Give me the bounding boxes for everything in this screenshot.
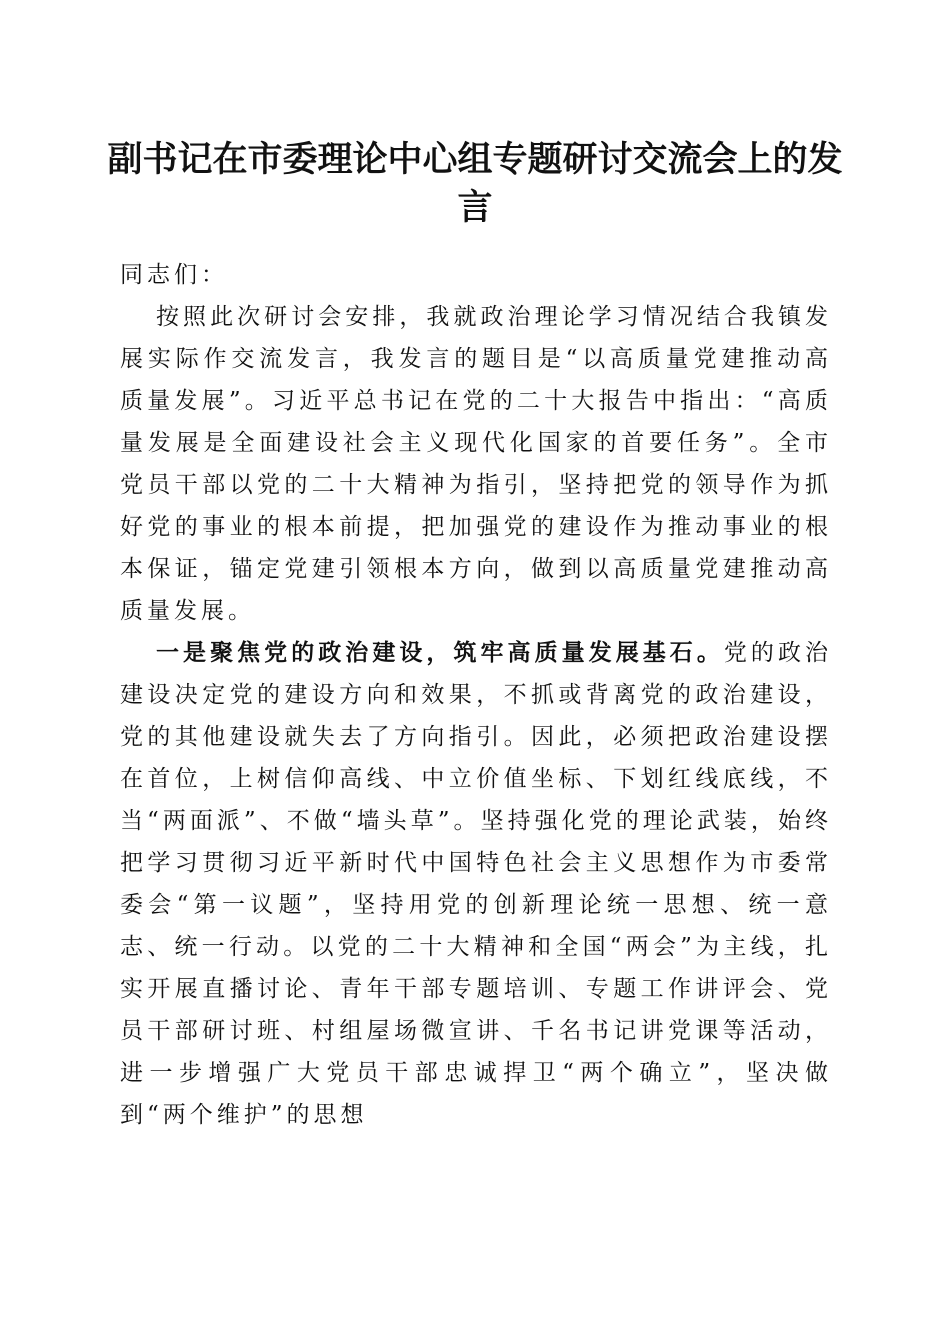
paragraph-point-one-lead: 一是聚焦党的政治建设，筑牢高质量发展基石。 xyxy=(156,639,724,666)
paragraph-point-one-text: 党的政治建设决定党的建设方向和效果，不抓或背离党的政治建设，党的其他建设就失去了方向指引。因此，必须把政治建设摆在首位，上树信仰高线、中立价值坐标、下划红线底线，不当“两面派”、不做“墙头草”。坚持强化党的理论武装，始终把学习贯彻习近平新时代中国特色社会主义思想作为市委常委会“第一议题”，坚持用党的创新理论统一思想、统一意志、统一行动。以党的二十大精神和全国“两会”为主线，扎实开展直播讨论、青年干部专题培训、专题工作讲评会、党员干部研讨班、村组屋场微宣讲、千名书记讲党课等活动，进一步增强广大党员干部忠诚捍卫“两个确立”，坚决做到“两个维护”的思想 xyxy=(120,640,833,1128)
salutation: 同志们： xyxy=(120,262,228,288)
document-title: 副书记在市委理论中心组专题研讨交流会上的发言 xyxy=(107,139,843,228)
paragraph-point-one xyxy=(120,632,832,1136)
document-body xyxy=(120,254,832,1136)
paragraph-intro-text: 按照此次研讨会安排，我就政治理论学习情况结合我镇发展实际作交流发言，我发言的题目是“以高质量党建推动高质量发展”。习近平总书记在党的二十大报告中指出：“高质量发展是全面建设社会主义现代化国家的首要任务”。全市党员干部以党的二十大精神为指引，坚持把党的领导作为抓好党的事业的根本前提，把加强党的建设作为推动事业的根本保证，锚定党建引领根本方向，做到以高质量党建推动高质量发展。 xyxy=(120,304,832,624)
paragraph-intro xyxy=(120,296,832,632)
